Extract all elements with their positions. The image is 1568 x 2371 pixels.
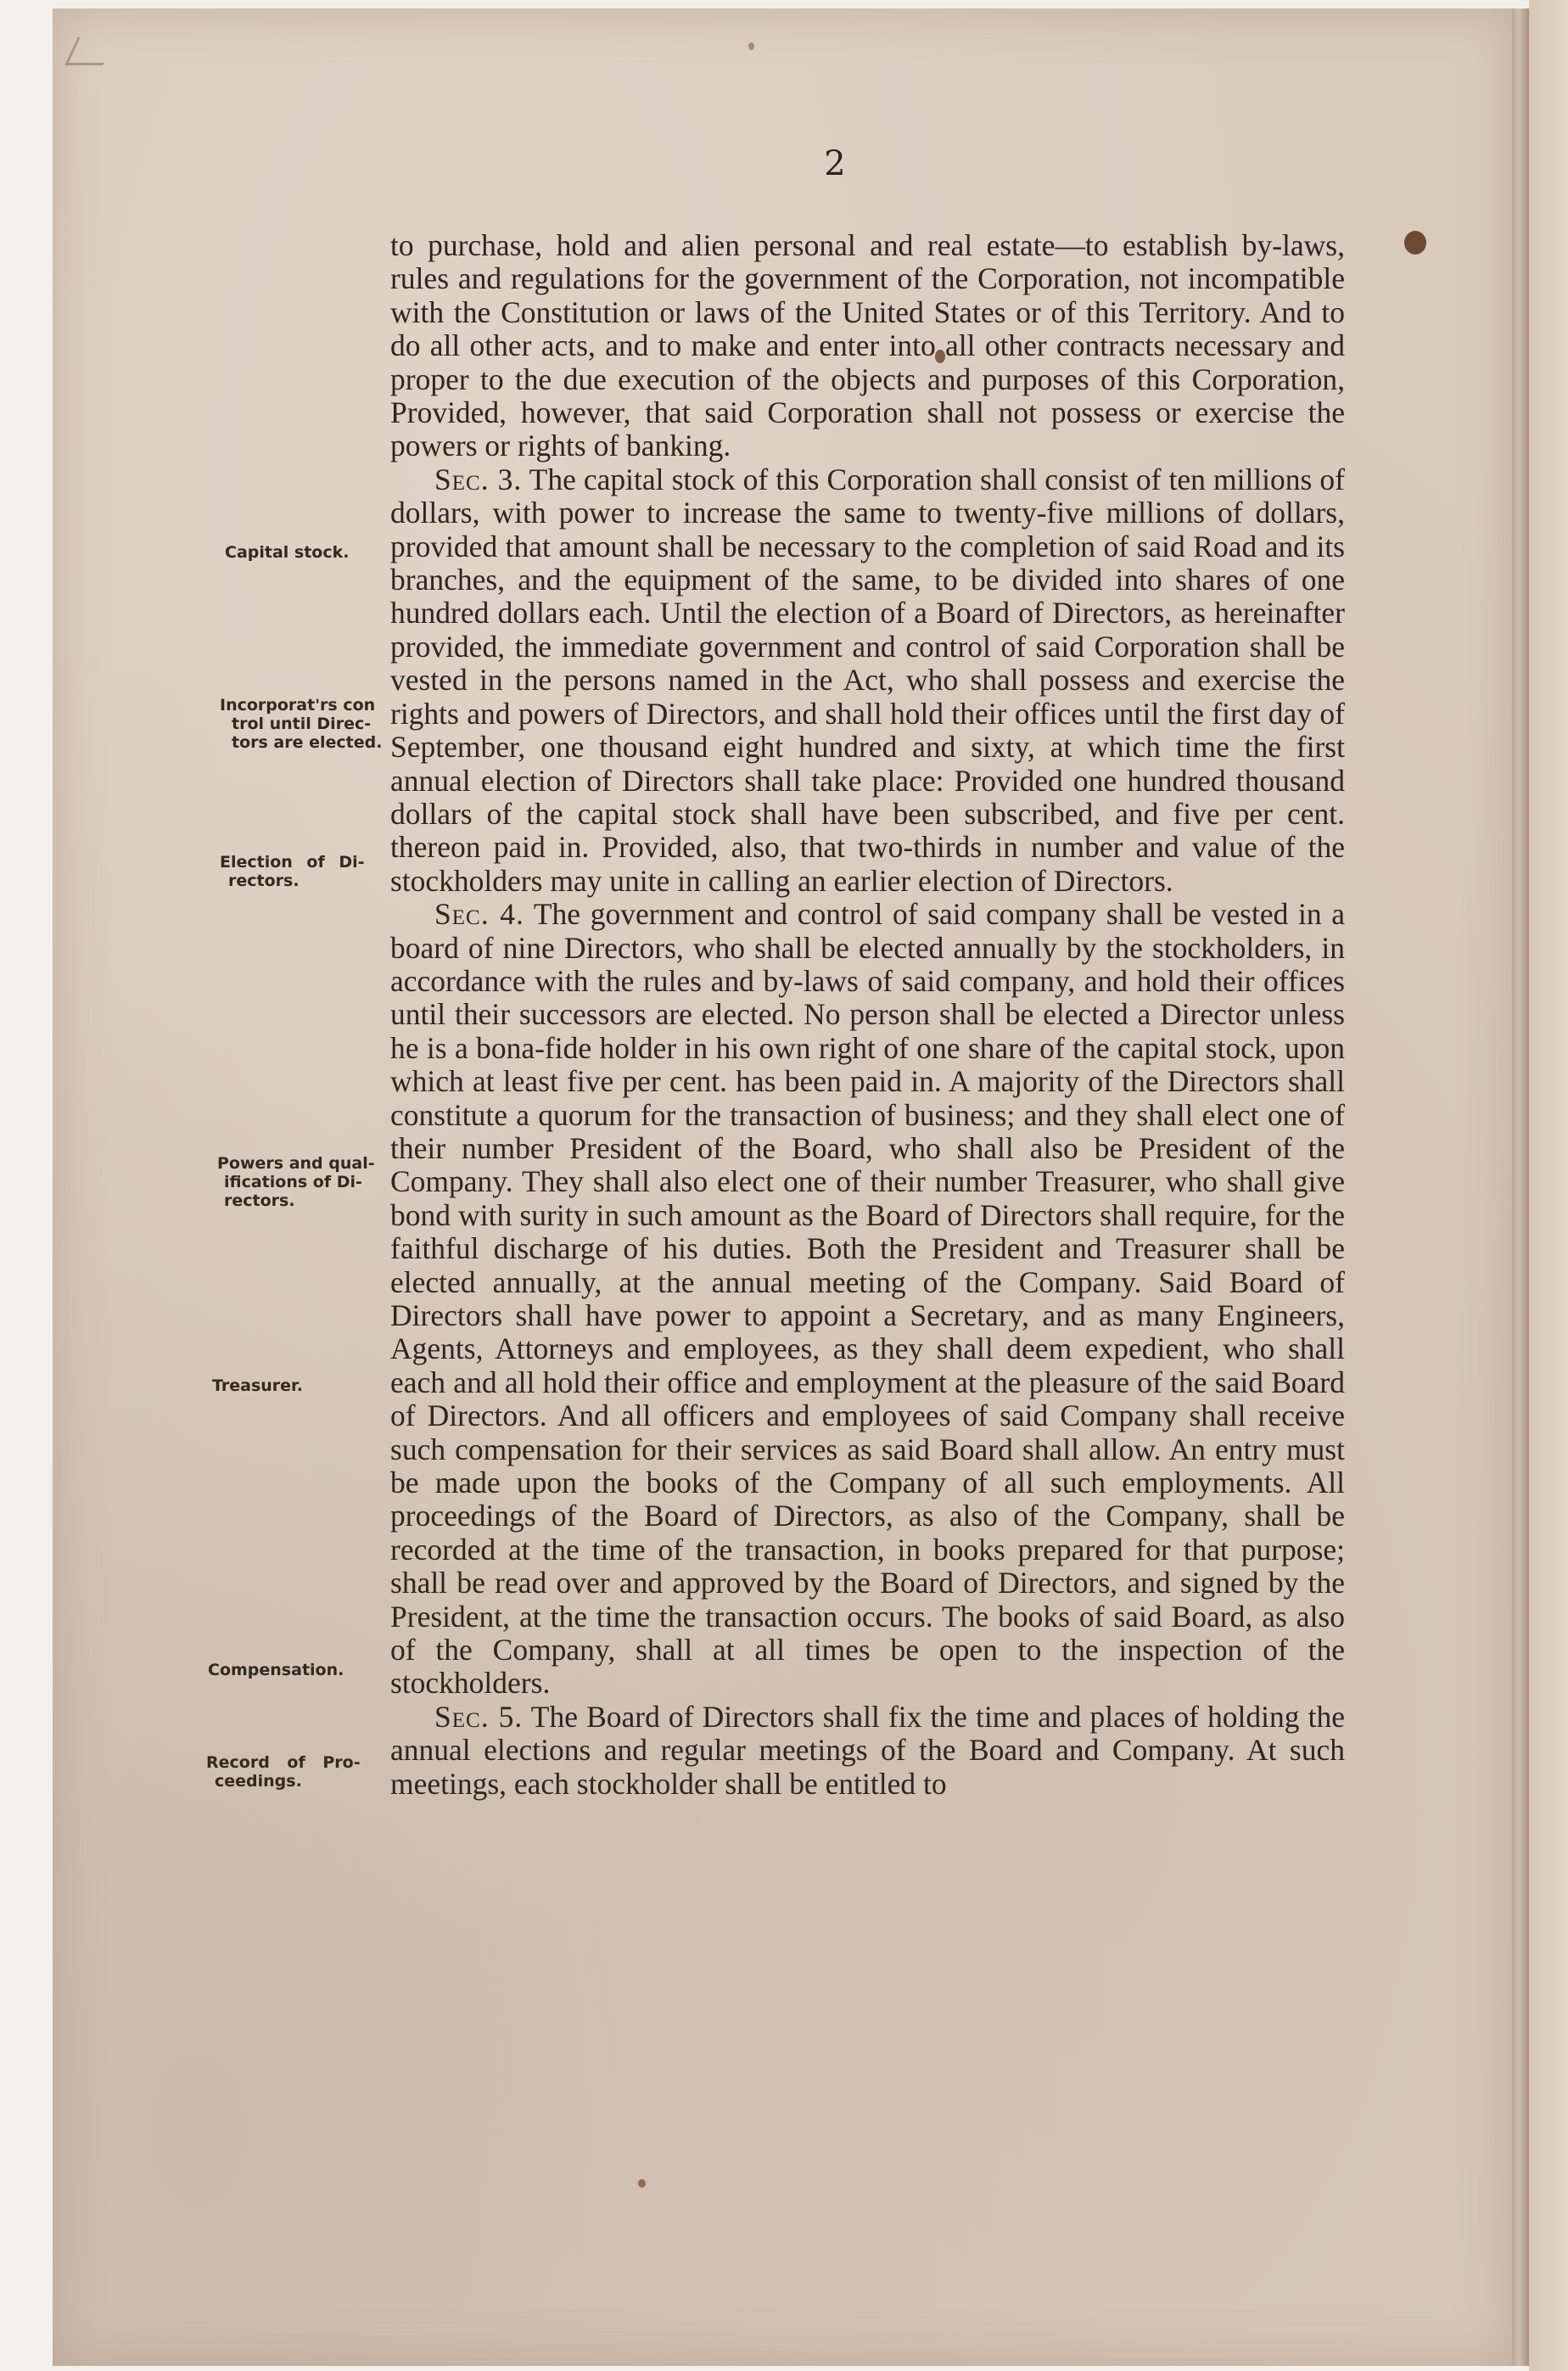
sidenote-election-of-directors: Election of Di- rectors. xyxy=(220,853,365,890)
section-text: The capital stock of this Corporation shall consist of ten millions of dollars, with power to increase the same to twenty-five millions of dollars, provided that amount shall be necessary to the completion of said Road and its branches, and the equipment of the same, to be divided into shares of one hundred dollars each. Until the election of a Board of Directors, as hereinafter provided, the immediate government and control of said Corporation shall be vested in the persons named in the Act, who shall possess and exercise the rights and powers of Directors, and shall hold their offices until the first day of September, one thousand eight hundred and sixty, at which time the first annual election of Directors shall take place: Provided one hundred thousand dollars of the capital stock shall have been subscribed, and five per cent. thereon paid in. Provided, also, that two-thirds in number and value of the stockholders may unite in calling an earlier election of Directors. xyxy=(390,462,1345,898)
section-label: Sec. 4. xyxy=(434,897,524,932)
sidenote-treasurer: Treasurer. xyxy=(212,1376,303,1395)
continuation-paragraph: to purchase, hold and alien personal and real estate—to establish by-laws, rules and regulations for the government of the Corporation, not incompatible with the Constitution or laws of the United States or of this Territory. And to do all other acts, and to make and enter into all other contracts necessary and proper to the due execution of the objects and purposes of this Corporation, Provided, however, that said Corporation shall not possess or exercise the powers or rights of banking. xyxy=(390,228,1345,463)
sidenote-powers-and-qualifications: Powers and qual- ifications of Di- rectors. xyxy=(217,1154,375,1210)
book-spine xyxy=(1512,8,1529,2366)
sidenote-compensation: Compensation. xyxy=(208,1661,344,1679)
section-5-paragraph xyxy=(390,1701,1345,1801)
sidenote-incorporators-control: Incorporat'rs con trol until Direc- tors are elected. xyxy=(220,696,383,752)
section-label: Sec. 5. xyxy=(434,1699,524,1734)
ink-speck xyxy=(748,42,754,50)
main-text xyxy=(390,229,1345,1801)
section-4-paragraph xyxy=(390,898,1345,1701)
sidenote-record-of-proceedings: Record of Pro- ceedings. xyxy=(206,1753,361,1791)
section-text: The government and control of said company shall be vested in a board of nine Directors, who shall be elected annually by the stockholders, in accordance with the rules and by-laws of said company, and hold their offices until their successors are elected. No person shall be elected a Director unless he is a bona-fide holder in his own right of one share of the capital stock, upon which at least five per cent. has been paid in. A majority of the Directors shall constitute a quorum for the transaction of business; and they shall elect one of their number President of the Board, who shall also be President of the Company. They shall also elect one of their number Treasurer, who shall give bond with surity in such amount as the Board of Directors shall require, for the faithful discharge of his duties. Both the President and Treasurer shall be elected annually, at the annual meeting of the Company. Said Board of Directors shall have power to appoint a Secretary, and as many Engineers, Agents, Attorneys and employees, as they shall deem expedient, who shall each and all hold their office and employment at the pleasure of the said Board of Directors. And all officers and employees of said Company shall receive such compensation for their services as said Board shall allow. An entry must be made upon the books of the Company of all such employments. All proceedings of the Board of Directors, as also of the Company, shall be recorded at the time of the transaction, in books prepared for that purpose; shall be read over and approved by the Board of Directors, and signed by the President, at the time the transaction occurs. The books of said Board, as also of the Company, shall at all times be open to the inspection of the stockholders. xyxy=(390,897,1346,1701)
sidenote-capital-stock: Capital stock. xyxy=(225,543,350,562)
section-label: Sec. 3. xyxy=(434,462,523,496)
ink-spot xyxy=(1404,231,1426,255)
section-text: The Board of Directors shall fix the time and places of holding the annual elections and regular meetings of the Board and Company. At such meetings, each stockholder shall be entitled to xyxy=(390,1699,1345,1801)
adjacent-leaf-edge xyxy=(1529,0,1568,2371)
section-3-paragraph xyxy=(390,463,1345,898)
ink-speck xyxy=(638,2179,646,2188)
page-number: 2 xyxy=(824,144,846,183)
